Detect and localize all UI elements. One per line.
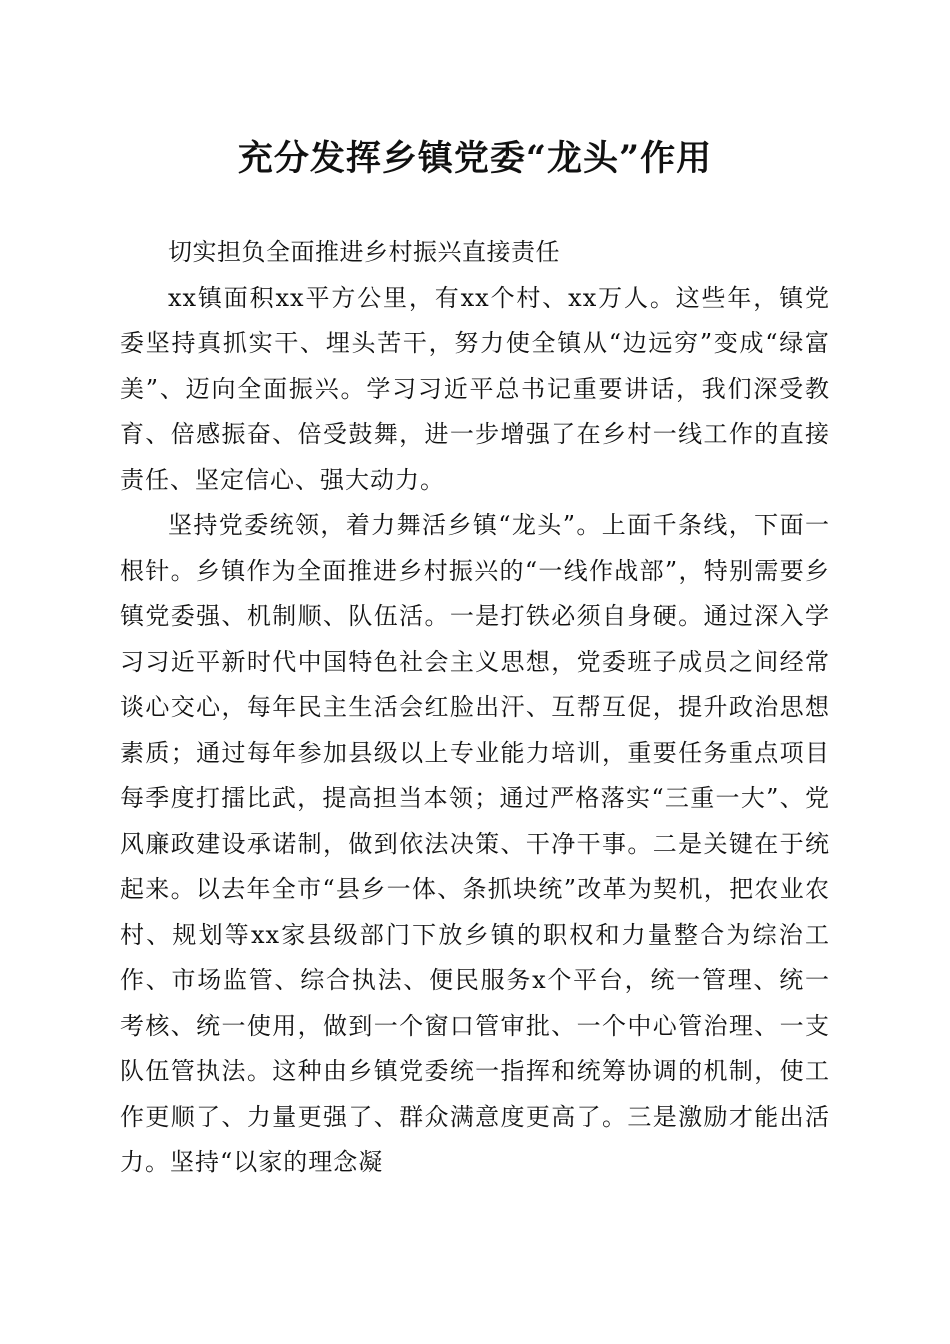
- paragraph-subheading: 切实担负全面推进乡村振兴直接责任: [168, 238, 560, 266]
- document-body: [120, 230, 830, 1186]
- document-title: 充分发挥乡镇党委“龙头”作用: [237, 138, 713, 179]
- paragraph: 坚持党委统领，着力舞活乡镇“龙头”。上面千条线，下面一根针。乡镇作为全面推进乡村振兴的“一线作战部”，特别需要乡镇党委强、机制顺、队伍活。一是打铁必须自身硬。通过深入学习习近平新时代中国特色社会主义思想，党委班子成员之间经常谈心交心，每年民主生活会红脸出汗、互帮互促，提升政治思想素质；通过每年参加县级以上专业能力培训，重要任务重点项目每季度打擂比武，提高担当本领；通过严格落实“三重一大”、党风廉政建设承诺制，做到依法决策、干净干事。二是关键在于统起来。以去年全市“县乡一体、条抓块统”改革为契机，把农业农村、规划等xx家县级部门下放乡镇的职权和力量整合为综治工作、市场监管、综合执法、便民服务x个平台，统一管理、统一考核、统一使用，做到一个窗口管审批、一个中心管治理、一支队伍管执法。这种由乡镇党委统一指挥和统筹协调的机制，使工作更顺了、力量更强了、群众满意度更高了。三是激励才能出活力。坚持“以家的理念凝: [120, 511, 830, 1176]
- paragraph: xx镇面积xx平方公里，有xx个村、xx万人。这些年，镇党委坚持真抓实干、埋头苦干，努力使全镇从“边远穷”变成“绿富美”、迈向全面振兴。学习习近平总书记重要讲话，我们深受教育、倍感振奋、倍受鼓舞，进一步增强了在乡村一线工作的直接责任、坚定信心、强大动力。: [120, 283, 830, 494]
